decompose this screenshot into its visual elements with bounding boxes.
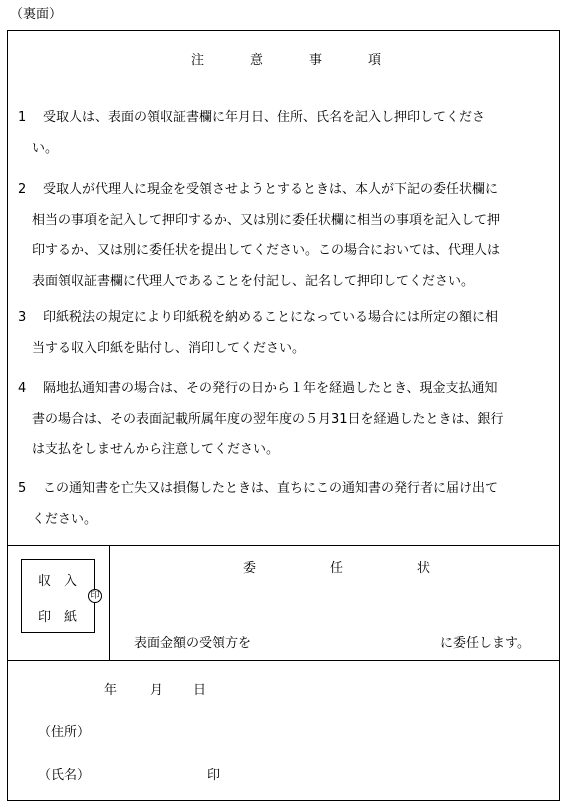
name-label: （氏名）	[38, 768, 91, 783]
note-line: 受取人が代理人に現金を受領させようとするときは、本人が下記の委任状欄に	[43, 182, 499, 197]
note-number: 3	[18, 310, 27, 325]
note-line: 受取人は、表面の領収証書欄に年月日、住所、氏名を記入し押印してくださ	[43, 110, 486, 125]
notes-title-char-3: 事	[309, 53, 323, 68]
note-line: は支払をしませんから注意してください。	[32, 442, 280, 457]
note-item-5	[18, 474, 558, 535]
note-item-2	[18, 175, 558, 297]
note-line: 当する収入印紙を貼付し、消印してください。	[32, 340, 306, 356]
seal-mark-icon: 印	[88, 589, 102, 603]
note-item-4	[18, 374, 558, 466]
note-number: 1	[18, 110, 27, 125]
note-line: この通知書を亡失又は損傷したときは、直ちにこの通知書の発行者に届け出て	[43, 481, 499, 496]
note-line: ください。	[32, 511, 98, 527]
notes-title-char-1: 注	[191, 53, 205, 68]
date-year: 年	[104, 683, 118, 698]
note-number: 5	[18, 481, 27, 496]
name-seal-mark: 印	[207, 768, 221, 783]
notes-title-char-2: 意	[250, 53, 264, 68]
note-line: 印するか、又は別に委任状を提出してください。この場合においては、代理人は	[32, 243, 501, 258]
date-day: 日	[193, 683, 207, 698]
side-label: （裏面）	[10, 7, 63, 22]
proxy-title-char-1: 委	[243, 561, 257, 576]
proxy-text-right: に委任します。	[440, 636, 530, 651]
divider-stamp	[109, 545, 110, 660]
divider-proxy	[7, 545, 560, 546]
note-item-3	[18, 303, 558, 364]
divider-signature	[7, 660, 560, 661]
proxy-title-char-3: 状	[417, 561, 431, 576]
proxy-title-char-2: 任	[330, 561, 344, 576]
note-line: 相当の事項を記入して押印するか、又は別に委任状欄に相当の事項を記入して押	[32, 212, 501, 228]
address-label: （住所）	[38, 725, 91, 740]
date-month: 月	[150, 683, 164, 698]
notes-title-char-4: 項	[368, 53, 382, 68]
stamp-label-line1: 収 入	[38, 574, 78, 589]
note-number: 4	[18, 381, 27, 396]
note-number: 2	[18, 182, 27, 197]
note-line: 隔地払通知書の場合は、その発行の日から１年を経過したとき、現金支払通知	[43, 381, 498, 396]
note-line: 印紙税法の規定により印紙税を納めることになっている場合には所定の額に相	[43, 310, 499, 325]
stamp-label-line2: 印 紙	[38, 610, 78, 625]
proxy-text-left: 表面金額の受領方を	[134, 636, 252, 651]
note-item-1	[18, 103, 558, 164]
note-line: 表面領収証書欄に代理人であることを付記し、記名して押印してください。	[32, 273, 475, 289]
note-line: 書の場合は、その表面記載所属年度の翌年度の５月31日を経過したときは、銀行	[32, 411, 504, 427]
note-line: い。	[32, 140, 59, 156]
